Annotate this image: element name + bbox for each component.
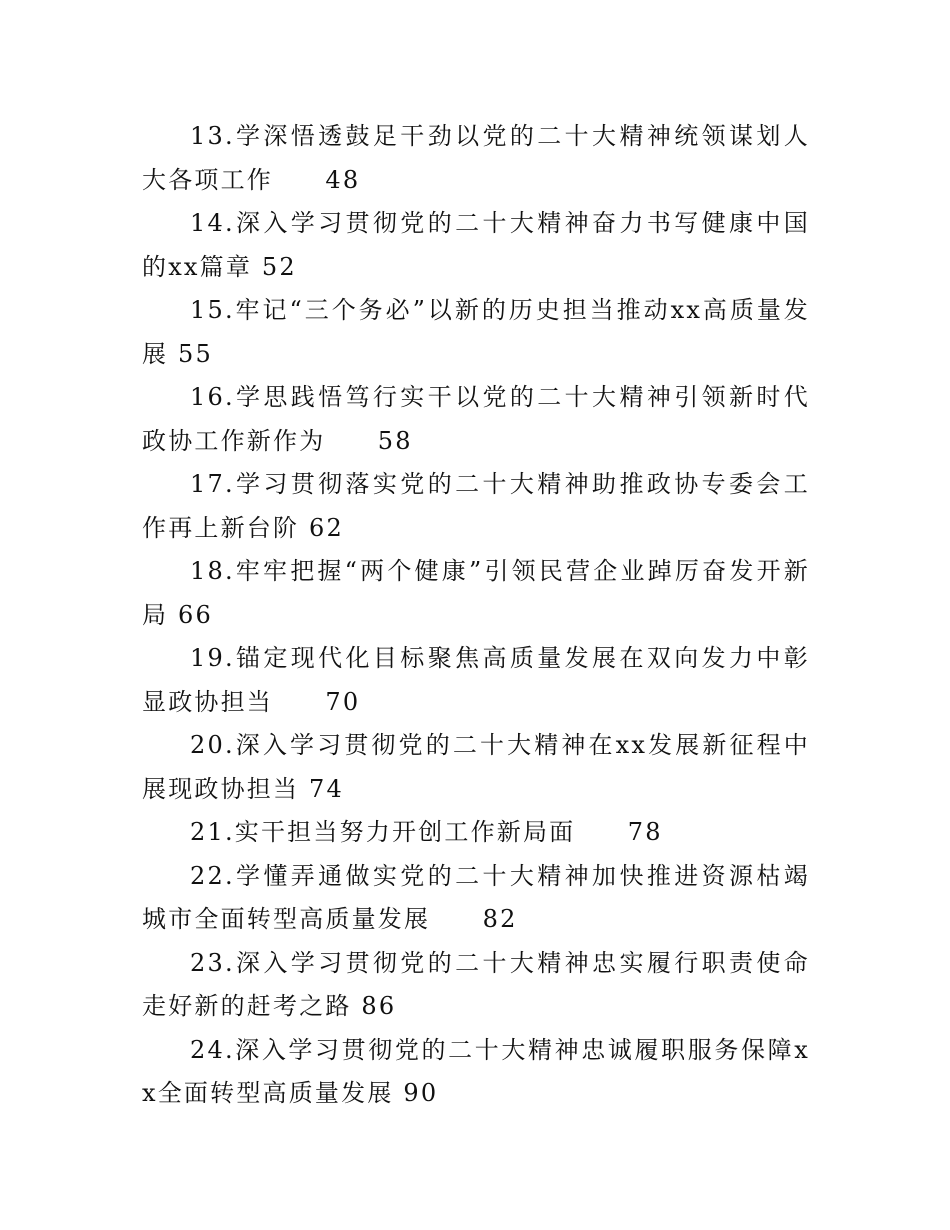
toc-entry-14: 14.深入学习贯彻党的二十大精神奋力书写健康中国的xx篇章 52 [142,209,810,281]
toc-entry-24: 24.深入学习贯彻党的二十大精神忠诚履职服务保障xx全面转型高质量发展 90 [142,1035,810,1107]
toc-entry-22: 22.学懂弄通做实党的二十大精神加快推进资源枯竭城市全面转型高质量发展 82 [142,861,810,933]
toc-entry-21: 21.实干担当努力开创工作新局面 78 [190,818,663,846]
toc-entry-23: 23.深入学习贯彻党的二十大精神忠实履行职责使命走好新的赶考之路 86 [142,948,810,1020]
table-of-contents [142,115,810,1116]
toc-entry-18: 18.牢牢把握“两个健康”引领民营企业踔厉奋发开新局 66 [142,557,810,629]
toc-entry-20: 20.深入学习贯彻党的二十大精神在xx发展新征程中展现政协担当 74 [142,731,810,803]
toc-entry-15: 15.牢记“三个务必”以新的历史担当推动xx高质量发展 55 [142,296,810,368]
toc-entry-17: 17.学习贯彻落实党的二十大精神助推政协专委会工作再上新台阶 62 [142,470,810,542]
toc-entry-19: 19.锚定现代化目标聚焦高质量发展在双向发力中彰显政协担当 70 [142,644,810,716]
toc-entry-13: 13.学深悟透鼓足干劲以党的二十大精神统领谋划人大各项工作 48 [142,122,810,194]
toc-entry-16: 16.学思践悟笃行实干以党的二十大精神引领新时代政协工作新作为 58 [142,383,810,455]
